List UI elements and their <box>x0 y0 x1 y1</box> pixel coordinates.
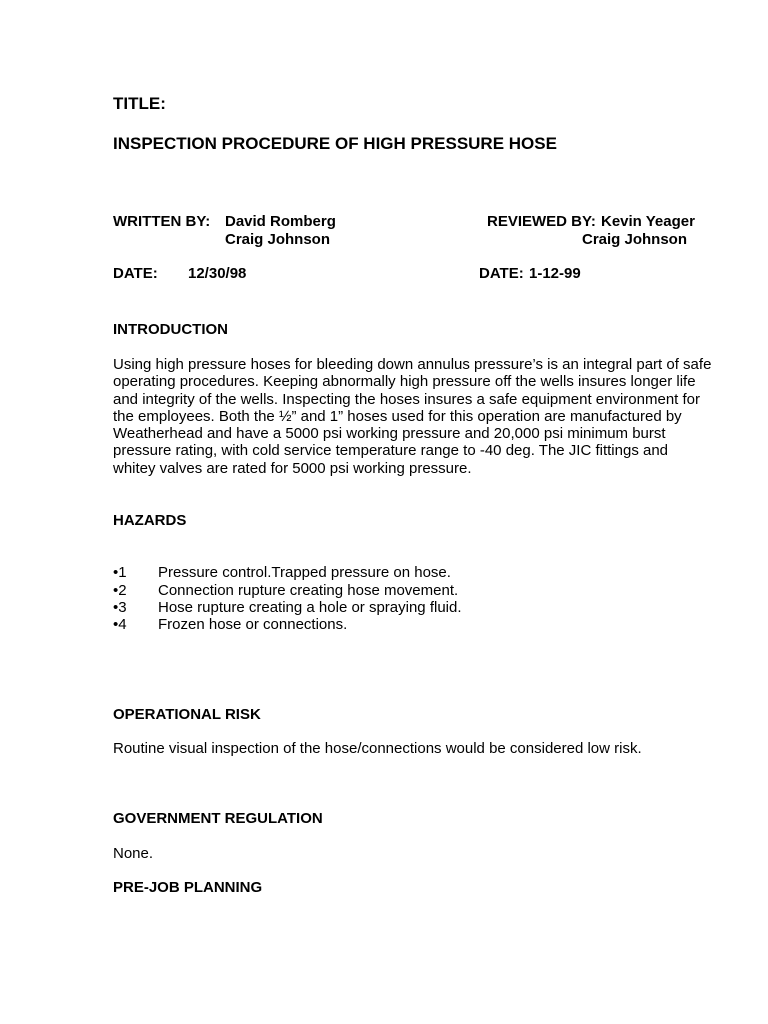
list-item-text: Connection rupture creating hose movement. <box>158 582 459 599</box>
government-regulation-paragraph: None. <box>113 845 154 862</box>
date-written-value: 12/30/98 <box>188 265 247 282</box>
date-reviewed-value: 1-12-99 <box>529 265 581 282</box>
reviewed-by-label: REVIEWED BY: <box>487 213 596 230</box>
title-label: TITLE: <box>113 94 166 113</box>
list-item-text: Frozen hose or connections. <box>158 616 348 633</box>
section-heading-hazards: HAZARDS <box>113 512 187 529</box>
list-item-marker: •1 <box>113 564 127 581</box>
introduction-paragraph: Using high pressure hoses for bleeding down annulus pressure’s is an integral part of safe operating procedures. Keeping abnormally high pressure off the wells insures longer life and integrity of the wells. Inspecting the hoses insures a safe equipment environment for the employees. Both the ½” and 1” hoses used for this operation are manufactured by Weatherhead and have a 5000 psi working pressure and 20,000 psi minimum burst pressure rating, with cold service temperature range to -40 deg. The JIC fittings and whitey valves are rated for 5000 psi working pressure. <box>113 356 712 477</box>
date-written-label: DATE: <box>113 265 158 282</box>
reviewed-by-name: Kevin Yeager <box>601 213 695 230</box>
reviewed-by-name: Craig Johnson <box>582 231 688 248</box>
section-heading-pre-job-planning: PRE-JOB PLANNING <box>113 879 263 896</box>
list-item-marker: •2 <box>113 582 127 599</box>
list-item-text: Hose rupture creating a hole or spraying fluid. <box>158 599 462 616</box>
list-item-marker: •3 <box>113 599 127 616</box>
written-by-label: WRITTEN BY: <box>113 213 211 230</box>
written-by-name: Craig Johnson <box>225 231 331 248</box>
list-item-marker: •4 <box>113 616 127 633</box>
document-title: INSPECTION PROCEDURE OF HIGH PRESSURE HOSE <box>113 134 557 153</box>
section-heading-introduction: INTRODUCTION <box>113 321 228 338</box>
date-reviewed-label: DATE: <box>479 265 524 282</box>
section-heading-government-regulation: GOVERNMENT REGULATION <box>113 810 323 827</box>
section-heading-operational-risk: OPERATIONAL RISK <box>113 706 261 723</box>
operational-risk-paragraph: Routine visual inspection of the hose/connections would be considered low risk. <box>113 740 642 757</box>
list-item-text: Pressure control.Trapped pressure on hose. <box>158 564 451 581</box>
written-by-name: David Romberg <box>225 213 336 230</box>
